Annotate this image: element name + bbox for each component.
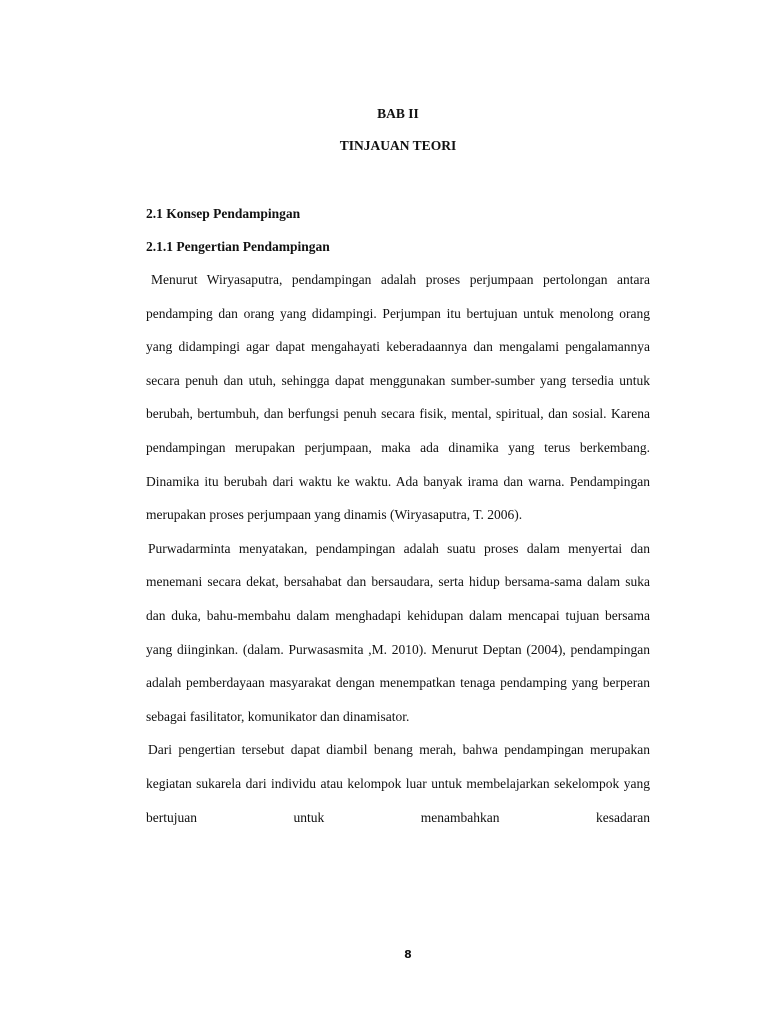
section-heading: 2.1 Konsep Pendampingan (146, 206, 301, 221)
chapter-title: TINJAUAN TEORI (339, 138, 457, 153)
paragraph-1: Menurut Wiryasaputra, pendampingan adalah proses perjumpaan pertolongan antara pendamping dan orang yang didampingi. Perjumpan itu bertujuan untuk menolong orang yang didampingi agar dapat mengahayati keberadaannya dan mengalami pengalamannya secara penuh dan utuh, sehingga dapat menggunakan sumber-sumber yang tersedia untuk berubah, bertumbuh, dan berfungsi penuh secara fisik, mental, spiritual, dan sosial. Karena pendampingan merupakan perjumpaan, maka ada dinamika yang terus berkembang. Dinamika itu berubah dari waktu ke waktu. Ada banyak irama dan warna. Pendampingan merupakan proses perjumpaan yang dinamis (Wiryasaputra, T. 2006). (146, 272, 650, 523)
subsection-heading: 2.1.1 Pengertian Pendampingan (146, 239, 330, 254)
body-text (146, 263, 650, 834)
paragraph-2: Purwadarminta menyatakan, pendampingan adalah suatu proses dalam menyertai dan menemani secara dekat, bersahabat dan bersaudara, serta hidup bersama-sama dalam suka dan duka, bahu-membahu dalam menghadapi kehidupan dalam mencapai tujuan bersama yang diinginkan. (dalam. Purwasasmita ,M. 2010). Menurut Deptan (2004), pendampingan adalah pemberdayaan masyarakat dengan menempatkan tenaga pendamping yang berperan sebagai fasilitator, komunikator dan dinamisator. (146, 540, 650, 724)
page-number: 8 (404, 948, 412, 961)
chapter-number: BAB II (377, 106, 419, 121)
paragraph-3: Dari pengertian tersebut dapat diambil benang merah, bahwa pendampingan merupakan kegiatan sukarela dari individu atau kelompok luar untuk membelajarkan sekelompok yang bertujuan untuk menambahkan kesadaran (146, 742, 650, 825)
